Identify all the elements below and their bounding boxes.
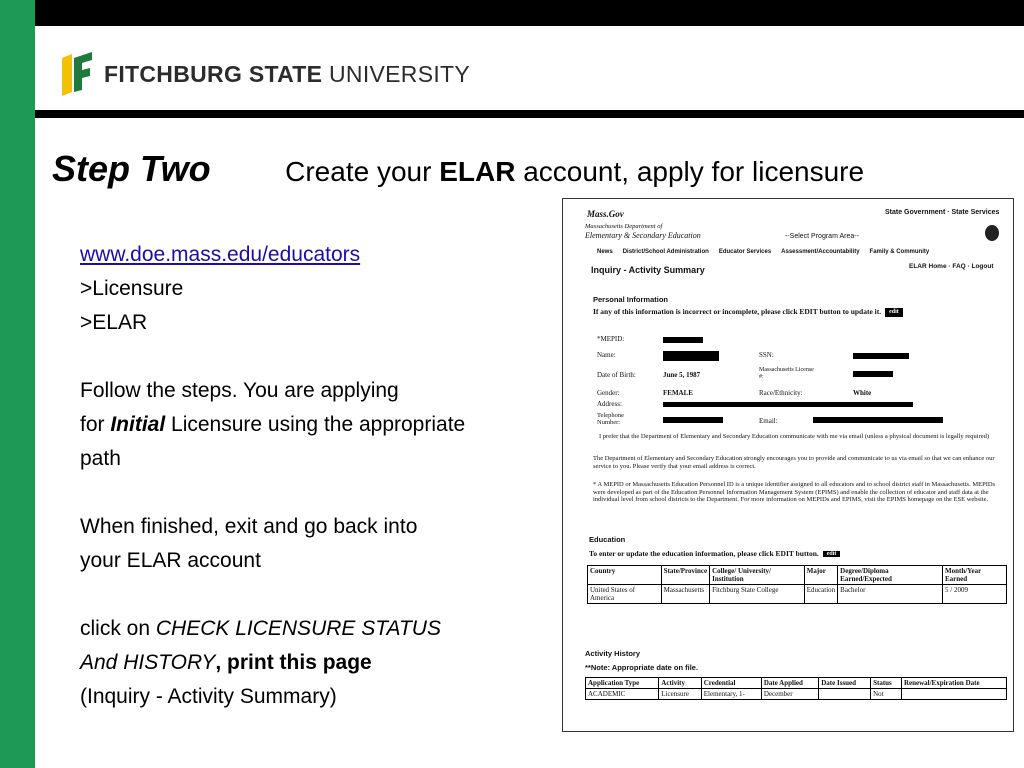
field-name: Name: <box>597 351 616 359</box>
redacted-mepid <box>663 337 703 343</box>
personal-heading: Personal Information <box>593 295 669 304</box>
personal-note <box>593 307 983 317</box>
redacted-email <box>813 417 943 423</box>
act-cell: ACADEMIC <box>586 689 659 700</box>
act-cell: Licensure <box>659 689 701 700</box>
table-row <box>588 585 1007 604</box>
doe-link[interactable]: www.doe.mass.edu/educators <box>80 243 361 266</box>
edu-header-cell: Degree/Diploma Earned/Expected <box>838 566 943 585</box>
act-cell: December <box>761 689 818 700</box>
finished-line-1: When finished, exit and go back into <box>80 515 418 538</box>
follow-line-2 <box>80 408 570 442</box>
education-heading: Education <box>589 535 626 544</box>
dept-line-2: Elementary & Secondary Education <box>585 231 701 240</box>
fsu-logo-icon <box>60 52 94 96</box>
personal-note-text: If any of this information is incorrect or incomplete, please click EDIT button to update it. <box>593 307 882 316</box>
field-dob: Date of Birth: <box>597 371 636 379</box>
education-table <box>587 565 1007 604</box>
subtitle-bold: ELAR <box>439 156 516 187</box>
university-name <box>104 61 470 88</box>
field-address: Address: <box>597 400 622 408</box>
redacted-address <box>663 402 913 407</box>
field-ssn: SSN: <box>759 351 774 359</box>
doc-nav <box>597 249 929 255</box>
left-accent-bar <box>0 0 35 768</box>
field-race: Race/Ethnicity: <box>759 389 803 397</box>
nav-educator: Educator Services <box>718 249 772 255</box>
slide-title-row <box>52 148 864 190</box>
table-row <box>588 566 1007 585</box>
slide-title: Step Two <box>52 148 211 189</box>
licensure-line: >Licensure <box>80 277 184 300</box>
act-header-cell: Date Issued <box>819 678 871 689</box>
redacted-ssn <box>853 353 909 359</box>
mass-gov-logo: Mass.Gov <box>587 209 624 219</box>
history-line <box>80 646 570 680</box>
doc-page-title: Inquiry - Activity Summary <box>591 265 705 275</box>
race-value: White <box>853 389 872 397</box>
subtitle-post: account, apply for licensure <box>515 156 865 187</box>
edu-cell: Education <box>804 585 837 604</box>
slide-subtitle <box>285 156 864 187</box>
field-phone: Telephone Number: <box>597 412 624 426</box>
dob-value: June 5, 1987 <box>663 371 701 379</box>
activity-heading: Activity History <box>585 649 641 658</box>
edu-cell: Massachusetts <box>661 585 709 604</box>
act-header-cell: Status <box>871 678 902 689</box>
nav-news: News <box>597 249 613 255</box>
edu-cell: Bachelor <box>838 585 943 604</box>
subtitle-pre: Create your <box>285 156 440 187</box>
inquiry-summary-screenshot <box>562 198 1014 732</box>
education-note-text: To enter or update the education information, please click EDIT button. <box>589 549 819 558</box>
edu-cell: Fitchburg State College <box>710 585 805 604</box>
edu-header-cell: College/ University/ Institution <box>710 566 805 585</box>
act-header-cell: Date Applied <box>761 678 818 689</box>
gender-value: FEMALE <box>663 389 693 397</box>
dept-line-1: Massachusetts Department of <box>585 223 663 230</box>
nav-family: Family & Community <box>869 249 930 255</box>
inquiry-line: (Inquiry - Activity Summary) <box>80 685 337 708</box>
redacted-phone <box>663 417 723 423</box>
edu-header-cell: Country <box>588 566 662 585</box>
field-gender: Gender: <box>597 389 620 397</box>
edu-cell: 5 / 2009 <box>943 585 1007 604</box>
field-mepid: *MEPID: <box>597 335 625 343</box>
redacted-name <box>663 351 719 361</box>
edit-education-button: edit <box>823 551 841 557</box>
slide-body <box>80 238 570 714</box>
education-note <box>589 549 840 558</box>
university-logo <box>60 52 470 96</box>
header-divider <box>35 110 1024 118</box>
field-license: Massachusetts License #: <box>759 367 814 380</box>
dept-note: The Department of Elementary and Secondary Education strongly encourages you to provide and communicate to us via email so that we can enhance our service to you. Please verify that your email address is correct. <box>593 455 995 470</box>
history-bold: , print this page <box>215 651 372 674</box>
nav-assessment: Assessment/Accountability <box>781 249 860 255</box>
seal-icon <box>985 225 999 241</box>
logo-light-text: UNIVERSITY <box>329 60 471 87</box>
logo-bold-text: FITCHBURG STATE <box>104 60 323 87</box>
act-cell <box>901 689 1006 700</box>
elar-line: >ELAR <box>80 311 148 334</box>
edu-header-cell: State/Province <box>661 566 709 585</box>
program-select: --Select Program Area-- <box>785 233 859 240</box>
follow-2-pre: for <box>80 413 111 436</box>
activity-note: **Note: Appropriate date on file. <box>585 663 699 672</box>
act-cell <box>819 689 871 700</box>
top-black-bar <box>35 0 1024 26</box>
act-header-cell: Application Type <box>586 678 659 689</box>
follow-line-1: Follow the steps. You are applying <box>80 379 399 402</box>
follow-2-post: Licensure using the appropriate <box>165 413 466 436</box>
edu-header-cell: Month/Year Earned <box>943 566 1007 585</box>
pref-note: I prefer that the Department of Elementary and Secondary Education communicate with me via email (unless a physical document is legally required) <box>599 433 990 440</box>
follow-2-italic: Initial <box>110 413 166 436</box>
act-header-cell: Renewal/Expiration Date <box>901 678 1006 689</box>
click-line <box>80 612 570 646</box>
elar-links: ELAR Home · FAQ · Logout <box>909 263 994 270</box>
act-cell: Not <box>871 689 902 700</box>
table-row <box>586 689 1007 700</box>
field-email: Email: <box>759 417 778 425</box>
act-header-cell: Activity <box>659 678 701 689</box>
click-pre: click on <box>80 617 156 640</box>
activity-table <box>585 677 1007 700</box>
edu-header-cell: Major <box>804 566 837 585</box>
follow-line-3: path <box>80 447 121 470</box>
history-italic: And HISTORY <box>80 651 216 674</box>
click-italic: CHECK LICENSURE STATUS <box>155 617 441 640</box>
nav-district: District/School Administration <box>622 249 709 255</box>
edit-personal-button: edit <box>885 308 903 317</box>
act-header-cell: Credential <box>701 678 761 689</box>
finished-line-2: your ELAR account <box>80 549 261 572</box>
edu-cell: United States of America <box>588 585 662 604</box>
table-row <box>586 678 1007 689</box>
redacted-license <box>853 371 893 377</box>
mepid-note: * A MEPID or Massachusetts Education Personnel ID is a unique identifier assigned to all educators and to school district staff in Massachusetts. MEPIDs were developed as part of the Education Personnel Information Management System (EPIMS) and enable the collection of educator and staff data at the individual level from school districts to the Department. For more information on MEPIDs and EPIMS, visit the EPIMS homepage on the ESE website. <box>593 481 996 503</box>
act-cell: Elementary, 1- <box>701 689 761 700</box>
state-links: State Government · State Services <box>885 209 1000 216</box>
